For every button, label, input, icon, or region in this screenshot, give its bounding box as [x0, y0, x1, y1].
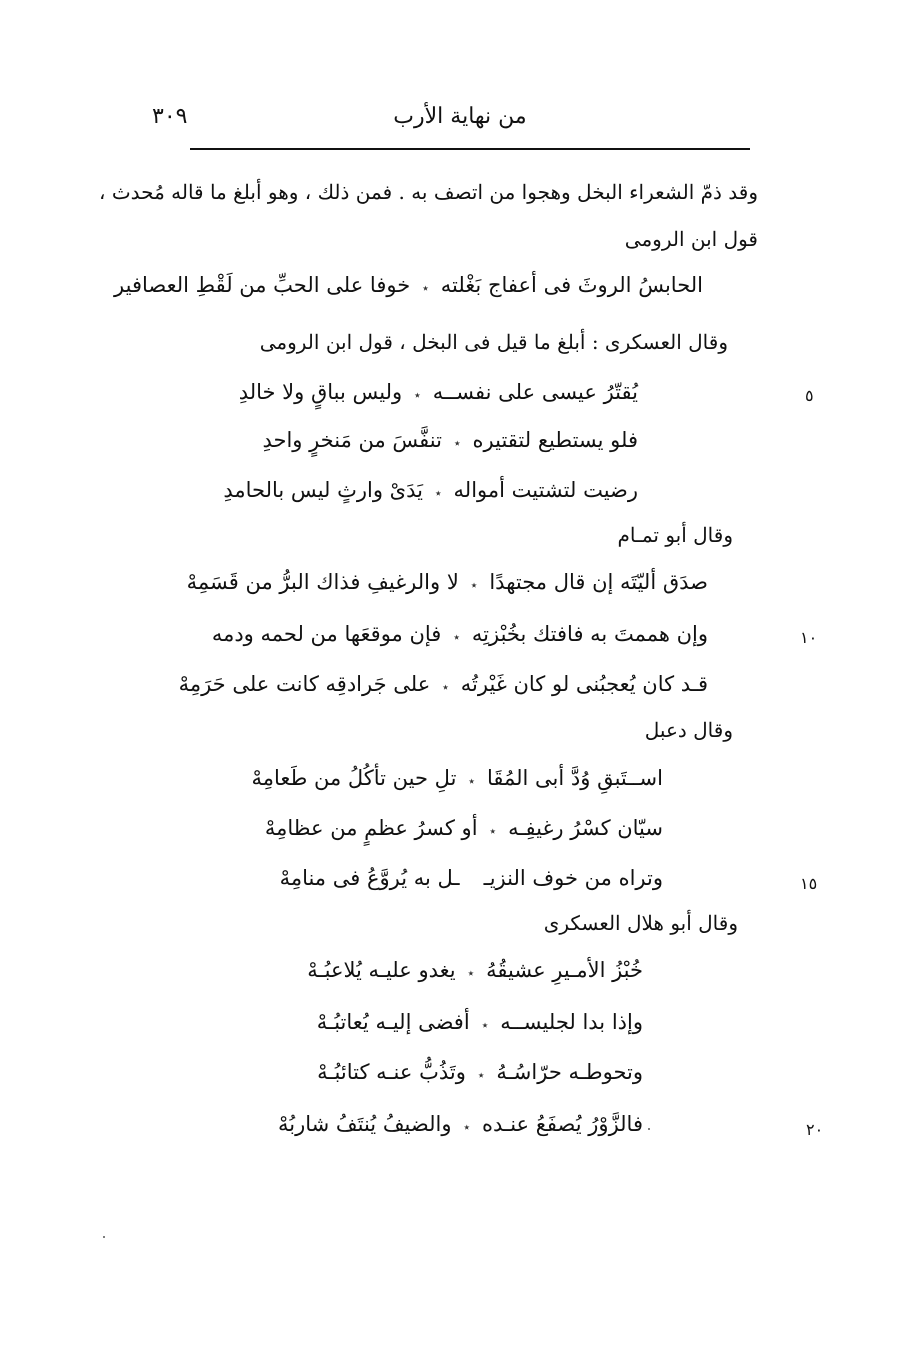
intro-line-1: وقد ذمّ الشعراء البخل وهجوا من اتصف به . فمن ذلك ، وهو أبلغ ما قاله مُحدث ،	[99, 180, 758, 204]
verse-second-hemistich: لا والرغيفِ فذاك البرُّ من قَسَمِهْ	[186, 570, 459, 594]
verse-separator: ٭	[453, 630, 460, 644]
page-number: ٣٠٩	[152, 104, 188, 129]
verse-second-hemistich: يغدو عليـه يُلاعبُـهْ	[307, 958, 456, 982]
verse-dibil-3	[243, 866, 663, 890]
verse-first-hemistich: وتراه من خوف النزيـ	[483, 866, 663, 890]
verse-second-hemistich: ـل به يُروَّعُ فى منامِهْ	[279, 866, 460, 890]
verse-second-hemistich: وليس بباقٍ ولا خالدِ	[238, 380, 403, 404]
verse-first-hemistich: وإن هممتَ به فافتك بخُبْزتِه	[471, 622, 708, 646]
verse-hilal-2	[263, 1010, 643, 1034]
hilal-intro: وقال أبو هلال العسكرى	[543, 911, 738, 935]
verse-separator: ٭	[489, 824, 497, 838]
askari-intro: وقال العسكرى : أبلغ ما قيل فى البخل ، قول ابن الرومى	[259, 330, 728, 354]
scan-speck	[103, 1236, 105, 1238]
verse-first-hemistich: الحابسُ الروثَ فى أعفاج بَغْلته	[440, 273, 703, 297]
verse-separator: ٭	[414, 388, 421, 402]
line-number-5: ٥	[805, 386, 814, 405]
dibil-intro: وقال دعبل	[644, 718, 733, 742]
verse-separator: ٭	[442, 680, 449, 694]
verse-second-hemistich: على جَرادقِه كانت على حَرَمِهْ	[178, 672, 431, 696]
running-header-title: من نهاية الأرب	[393, 104, 527, 129]
verse-second-hemistich: وتَذُبُّ عنـه كتائبُـهْ	[317, 1060, 466, 1084]
verse-separator: ٭	[453, 436, 461, 450]
verse-first-hemistich: رضيت لتشتيت أمواله	[453, 478, 638, 502]
verse-first-hemistich: فالزَّوْرُ يُصفَعُ عنـده	[482, 1112, 643, 1136]
verse-separator: ٭	[467, 966, 475, 980]
verse-separator: ٭	[422, 281, 429, 295]
verse-roumi-2	[262, 428, 638, 452]
verse-first-hemistich: خُبْزُ الأمـيرِ عشيقُهُ	[486, 958, 643, 982]
verse-dibil-2	[243, 816, 663, 840]
line-number-20: ٢٠	[806, 1120, 824, 1139]
verse-separator: ٭	[468, 774, 475, 788]
verse-separator: ٭	[481, 1018, 489, 1032]
verse-ibn-rumi	[114, 273, 703, 297]
verse-separator: ٭	[463, 1120, 471, 1134]
verse-first-hemistich: يُقتّرُ عيسى على نفســه	[432, 380, 638, 404]
verse-separator: ٭	[477, 1068, 485, 1082]
verse-hilal-1	[263, 958, 643, 982]
verse-first-hemistich: قـد كان يُعجبُنى لو كان غَيْرتُه	[460, 672, 708, 696]
verse-hilal-3	[263, 1060, 643, 1084]
intro-line-2: قول ابن الرومى	[624, 227, 758, 251]
verse-tammam-2	[211, 622, 708, 646]
verse-roumi-1	[238, 380, 638, 404]
line-number-10: ١٠	[800, 628, 818, 647]
verse-tammam-3	[178, 672, 708, 696]
verse-second-hemistich: تنفَّسَ من مَنخرٍ واحدِ	[262, 428, 442, 452]
verse-first-hemistich: سيّان كسْرُ رغيفِـه	[508, 816, 663, 840]
verse-second-hemistich: والضيفُ يُنتَفُ شاربُهْ	[277, 1112, 452, 1136]
header-rule	[190, 148, 750, 150]
verse-hilal-4	[263, 1112, 643, 1136]
verse-second-hemistich: أو كسرُ عظمٍ من عظامِهْ	[264, 816, 478, 840]
verse-second-hemistich: خوفا على الحبِّ من لَقْطِ العصافير	[114, 273, 411, 297]
verse-second-hemistich: فإن موقعَها من لحمه ودمه	[211, 622, 442, 646]
verse-separator: ٭	[470, 578, 478, 592]
verse-dibil-1	[243, 766, 663, 790]
verse-roumi-3	[223, 478, 638, 502]
verse-tammam-1	[186, 570, 708, 594]
verse-first-hemistich: صدَق أليّتَه إن قال مجتهدًا	[489, 570, 708, 594]
tammam-intro: وقال أبو تمـام	[617, 523, 733, 547]
verse-first-hemistich: وإذا بدا لجليســه	[500, 1010, 643, 1034]
scan-speck	[648, 1128, 650, 1130]
verse-second-hemistich: أفضى إليـه يُعاتبُـهْ	[316, 1010, 470, 1034]
verse-first-hemistich: فلو يستطيع لتقتيره	[472, 428, 638, 452]
verse-second-hemistich: يَدَىْ وارثٍ ليس بالحامدِ	[223, 478, 423, 502]
verse-first-hemistich: اســتَبقِ وُدَّ أبى المُقَا	[486, 766, 663, 790]
verse-first-hemistich: وتحوطـه حرّاسُـهُ	[496, 1060, 643, 1084]
verse-separator: ٭	[434, 486, 442, 500]
line-number-15: ١٥	[800, 874, 818, 893]
verse-second-hemistich: تلِ حين تأكُلُ من طَعامِهْ	[251, 766, 457, 790]
